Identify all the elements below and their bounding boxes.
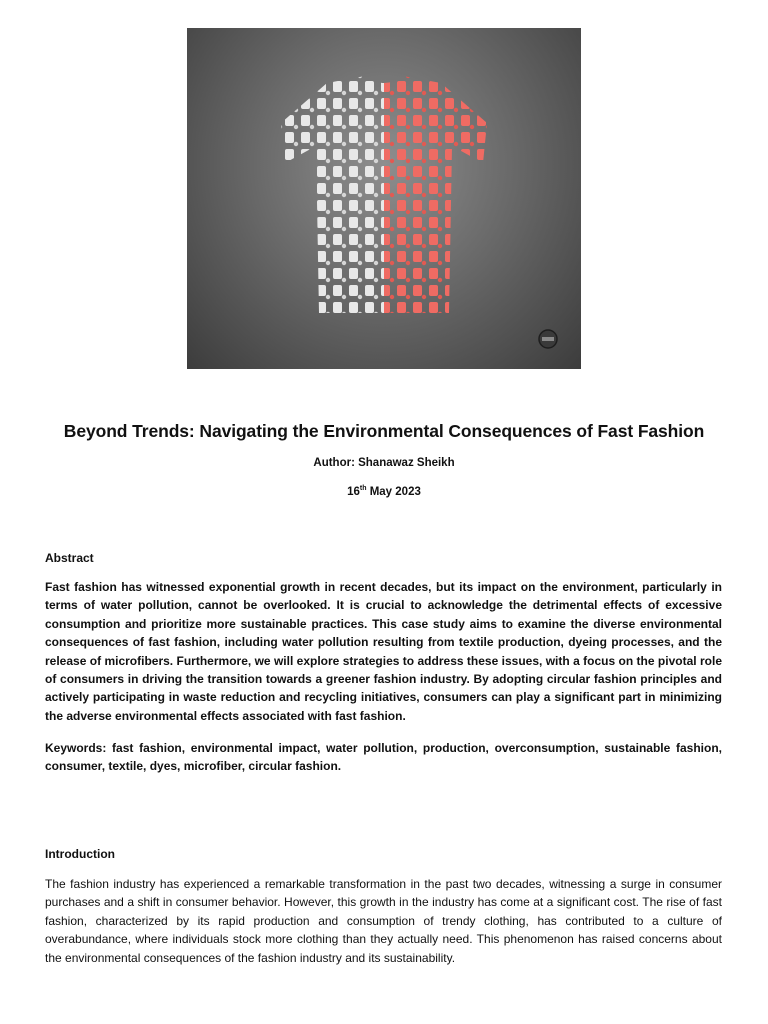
tshirt-collage-icon — [187, 28, 581, 369]
author-line: Author: Shanawaz Sheikh — [313, 457, 455, 469]
cover-image — [187, 28, 581, 369]
introduction-heading: Introduction — [45, 847, 115, 861]
introduction-text: The fashion industry has experienced a remarkable transformation in the past two decades, witnessing a surge in consumer purchases and a shift in consumer behavior. However, this growth in the industry has come at a significant cost. The rise of fast fashion, characterized by its rapid production and consumption of trendy clothing, has contributed to a culture of overabundance, where individuals stock more clothing than they actually need. This phenomenon has raised concerns about the environmental consequences of the fashion industry and its sustainability. — [45, 877, 722, 965]
paper-title: Beyond Trends: Navigating the Environmental Consequences of Fast Fashion — [63, 421, 705, 441]
abstract-text: Fast fashion has witnessed exponential growth in recent decades, but its impact on the environment, particularly in terms of water pollution, cannot be overlooked. It is crucial to acknowledge the detrimental effects of excessive consumption and prioritize more sustainable practices. This case study aims to examine the diverse environmental consequences of fast fashion, including water pollution resulting from textile production, dyeing processes, and the release of microfibers. Furthermore, we will explore strategies to address these issues, with a focus on the pivotal role of consumers in driving the transition towards a greener fashion industry. By adopting circular fashion principles and actively participating in waste reduction and recycling initiatives, consumers can play a significant part in minimizing the adverse environmental effects associated with fast fashion. — [45, 580, 722, 723]
abstract-heading: Abstract — [45, 551, 94, 565]
date-month-year: May 2023 — [366, 486, 421, 498]
keywords-text: Keywords: fast fashion, environmental impact, water pollution, production, overconsumption, sustainable fashion, consumer, textile, dyes, microfiber, circular fashion. — [45, 741, 722, 774]
publication-date — [0, 486, 768, 498]
date-day: 16 — [347, 486, 360, 498]
date-suffix: th — [359, 485, 367, 493]
